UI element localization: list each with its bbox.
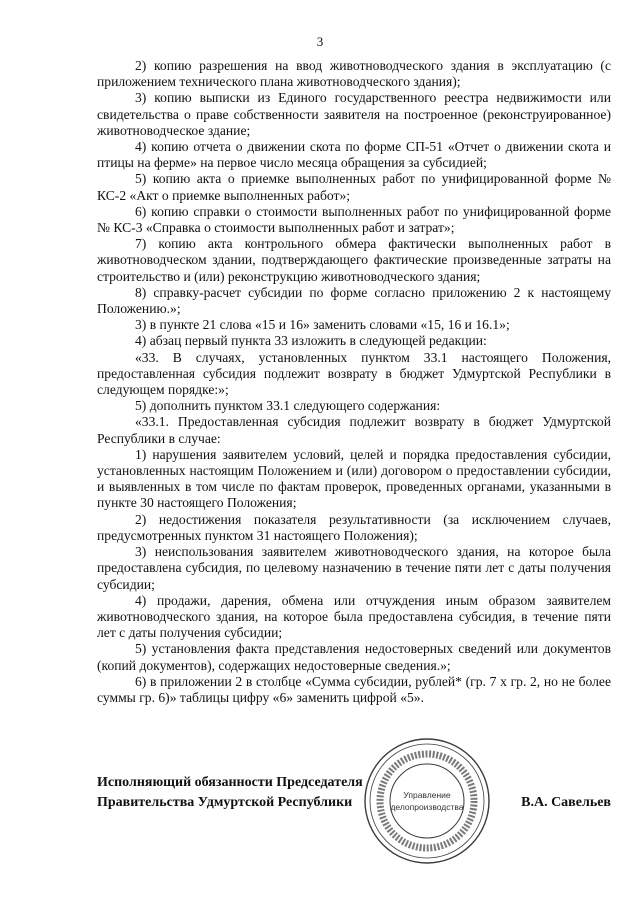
paragraph: 6) в приложении 2 в столбце «Сумма субсидии, рублей* (гр. 7 х гр. 2, но не более суммы гр. 6)» таблицы цифру «6» заменить цифрой «5». [97, 673, 611, 705]
paragraph: «33.1. Предоставленная субсидия подлежит возврату в бюджет Удмуртской Республики в случае: [97, 414, 611, 446]
signatory-title [97, 773, 363, 813]
paragraph: 3) неиспользования заявителем животноводческого здания, на которое была предоставлена субсидия, по целевому назначению в течение пяти лет с даты получения субсидии; [97, 544, 611, 592]
paragraph: 3) копию выписки из Единого государственного реестра недвижимости или свидетельства о праве собственности заявителя на построенное (реконструированное) животноводческое здание; [97, 90, 611, 138]
stamp-middle-ring [370, 744, 484, 858]
stamp-center-line-2: делопроизводства [390, 802, 464, 812]
page-number: 3 [316, 34, 324, 49]
paragraph: 5) дополнить пунктом 33.1 следующего содержания: [135, 398, 441, 414]
paragraph: 4) абзац первый пункта 33 изложить в следующей редакции: [135, 333, 487, 349]
paragraph: 8) справку-расчет субсидии по форме согласно приложению 2 к настоящему Положению.»; [97, 284, 611, 317]
paragraph: 2) копию разрешения на ввод животноводческого здания в эксплуатацию (с приложением технического плана животноводческого здания); [97, 58, 611, 90]
stamp-ring-text-band [380, 754, 474, 848]
signatory-title-line-1: Исполняющий обязанности Председателя [97, 775, 363, 790]
signatory-name: В.А. Савельев [521, 795, 611, 810]
paragraph: 5) установления факта представления недостоверных сведений или документов (копий документов), содержащих недостоверные сведения.»; [97, 641, 611, 673]
stamp-inner-ring [390, 764, 464, 838]
paragraph: 3) в пункте 21 слова «15 и 16» заменить словами «15, 16 и 16.1»; [135, 317, 510, 333]
official-stamp [362, 736, 492, 866]
document-body [97, 58, 611, 706]
stamp-outer-ring [365, 739, 489, 863]
paragraph: 4) продажи, дарения, обмена или отчуждения иным образом заявителем животноводческого здания, на которое была предоставлена субсидия, в течение пяти лет с даты получения субсидии; [97, 592, 611, 641]
signatory-title-line-2: Правительства Удмуртской Республики [97, 795, 353, 810]
paragraph: 1) нарушения заявителем условий, целей и порядка предоставления субсидии, установленных настоящим Положением и (или) договором о предоставлении субсидии, и выявленных в том числе по фактам проверок, проведенных органами, указанными в пункте 30 настоящего Положения; [97, 446, 611, 511]
paragraph: 4) копию отчета о движении скота по форме СП-51 «Отчет о движении скота и птицы на ферме» на первое число месяца обращения за субсидией; [97, 139, 611, 171]
paragraph: «33. В случаях, установленных пунктом 33.1 настоящего Положения, предоставленная субсидия подлежит возврату в бюджет Удмуртской Республики в следующем порядке:»; [97, 349, 611, 398]
paragraph: 5) копию акта о приемке выполненных работ по унифицированной форме № КС-2 «Акт о приемке выполненных работ»; [97, 171, 611, 203]
paragraph: 6) копию справки о стоимости выполненных работ по унифицированной форме № КС-3 «Справка о стоимости выполненных работ и затрат»; [97, 203, 611, 236]
paragraph: 7) копию акта контрольного обмера фактически выполненных работ в животноводческом здании, подтверждающего фактические произведенные затраты на строительство и (или) реконструкцию животноводческого здания; [97, 236, 611, 284]
stamp-center-line-1: Управление [403, 790, 451, 800]
paragraph: 2) недостижения показателя результативности (за исключением случаев, предусмотренных пунктом 31 настоящего Положения); [97, 511, 611, 543]
